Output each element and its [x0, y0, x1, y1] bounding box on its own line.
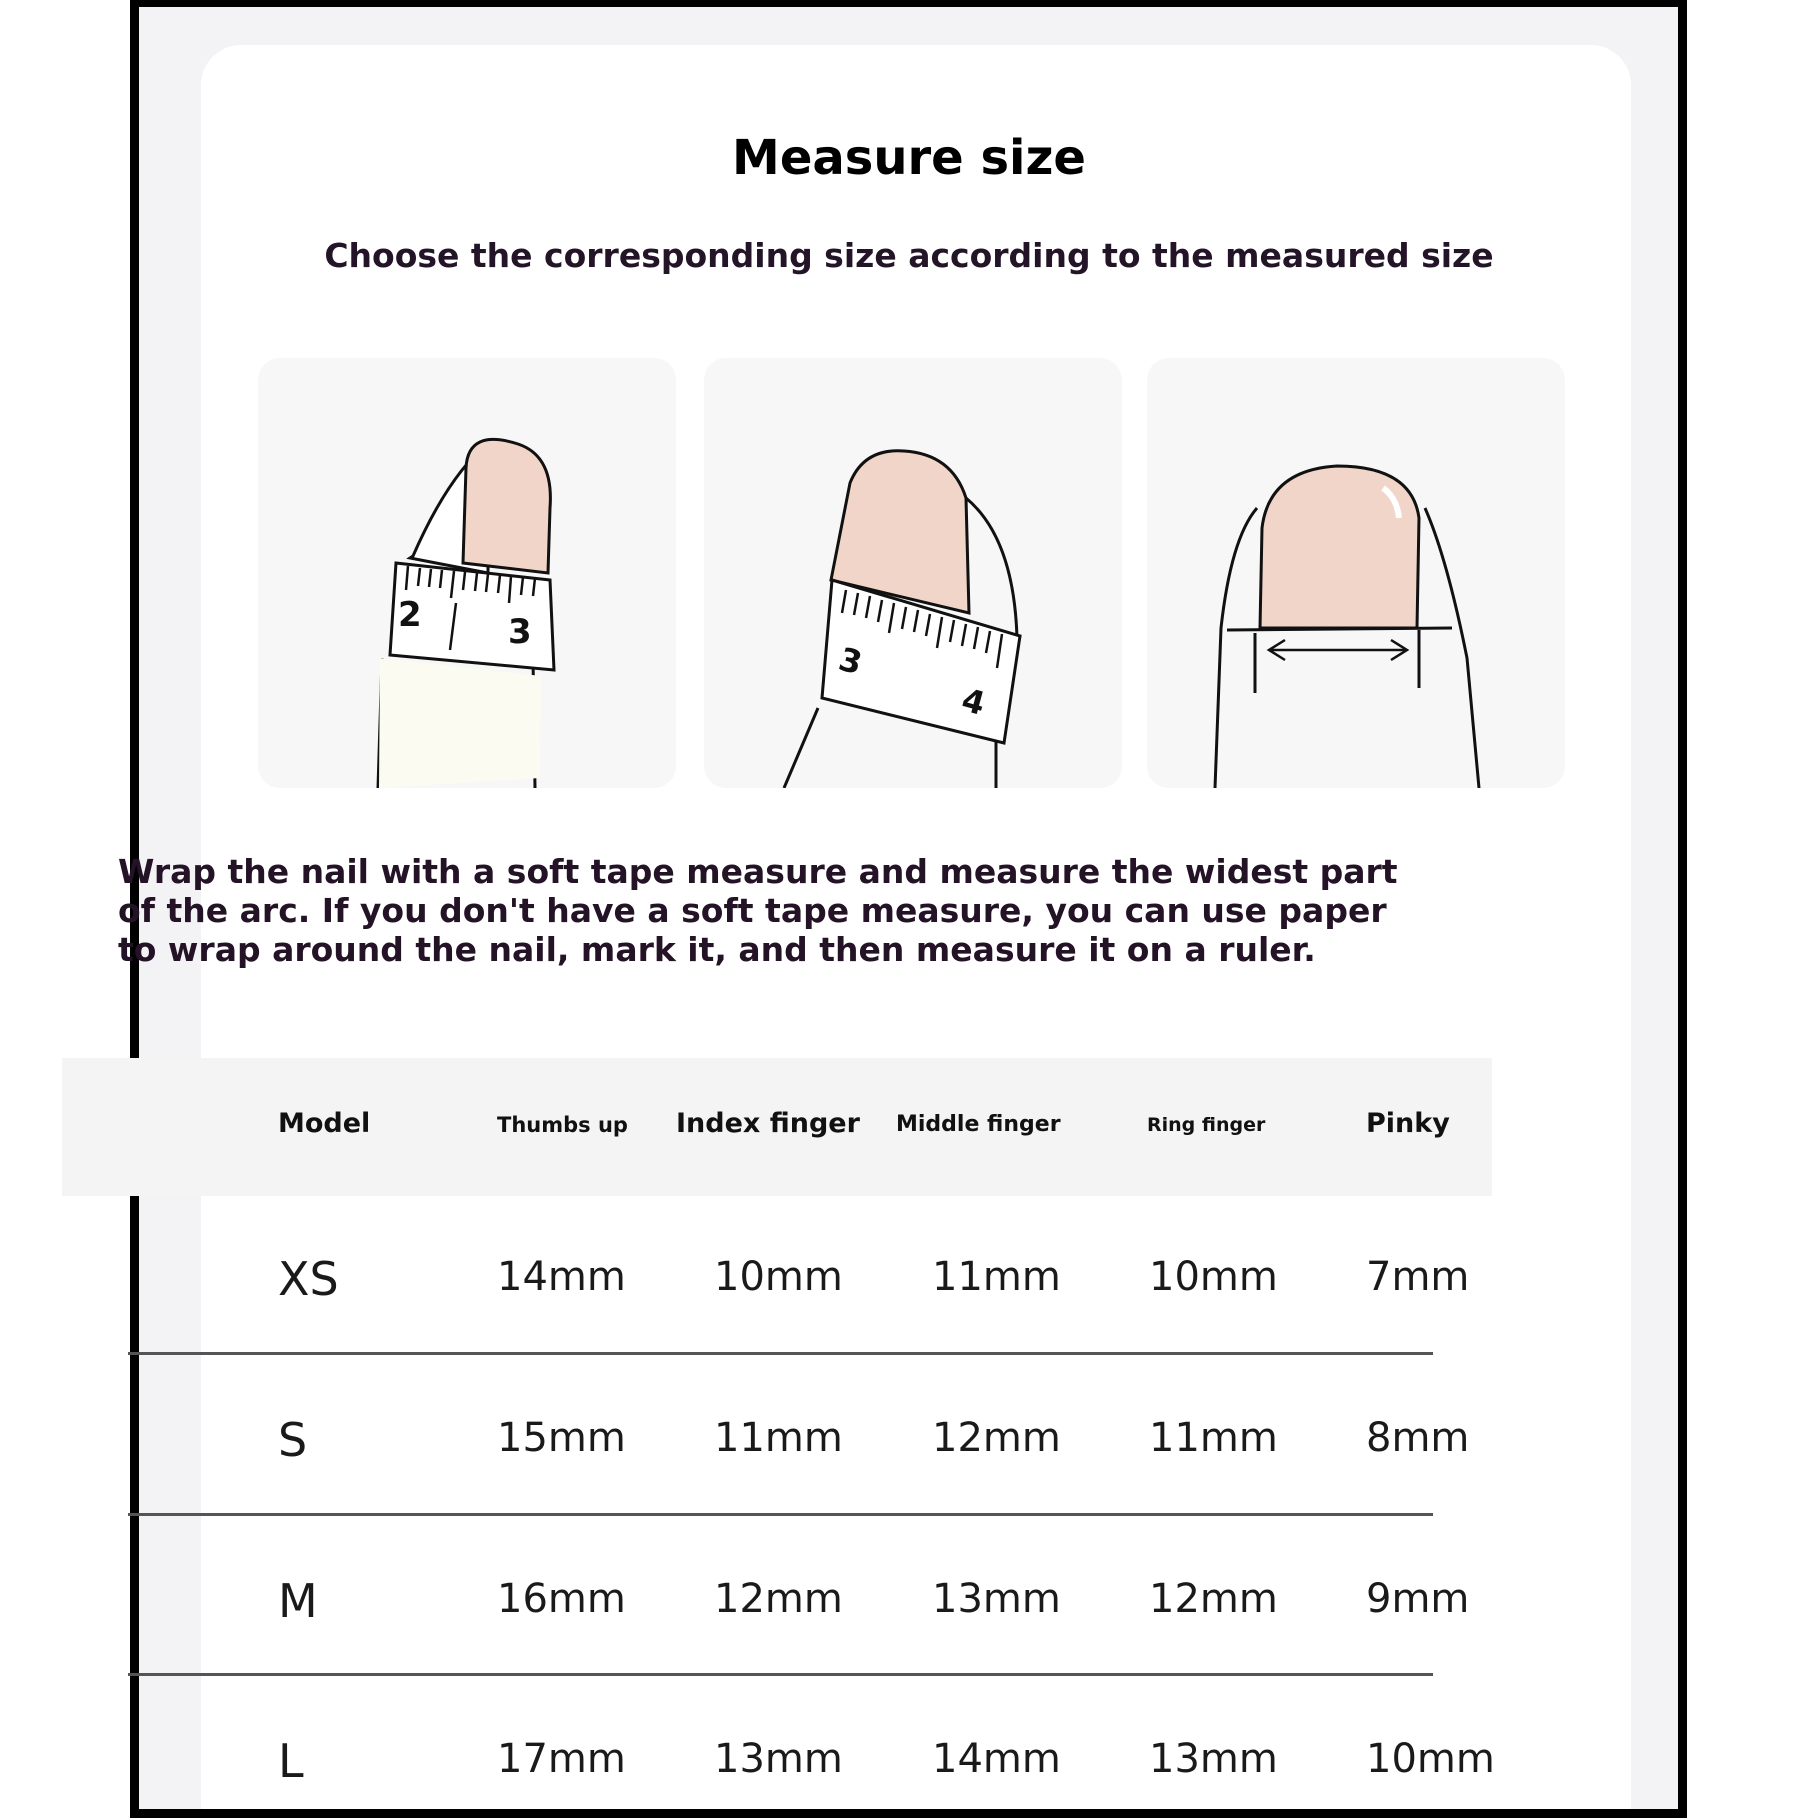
finger-tape-drawing-angled: [704, 358, 1122, 788]
row-divider: [128, 1673, 1433, 1676]
header-thumb: Thumbs up: [497, 1113, 628, 1137]
row-s-model: S: [278, 1413, 308, 1467]
row-m-thumb: 16mm: [497, 1576, 626, 1622]
row-m-pinky: 9mm: [1366, 1576, 1470, 1622]
row-xs-index: 10mm: [714, 1254, 843, 1300]
tape-number-2: 2: [398, 595, 422, 635]
row-divider: [128, 1352, 1433, 1355]
measurement-instructions: Wrap the nail with a soft tape measure and measure the widest part of the arc. If you don't have a soft tape measure, you can use paper to wrap around the nail, mark it, and then measure it on a ruler.: [118, 852, 1398, 969]
page-title: Measure size: [732, 130, 1086, 186]
tape-number-3b: 3: [834, 639, 867, 683]
row-l-pinky: 10mm: [1366, 1736, 1495, 1782]
header-pinky: Pinky: [1366, 1108, 1450, 1139]
row-l-model: L: [278, 1734, 304, 1788]
header-index: Index finger: [676, 1108, 860, 1139]
row-xs-ring: 10mm: [1149, 1254, 1278, 1300]
row-m-index: 12mm: [714, 1576, 843, 1622]
row-s-ring: 11mm: [1149, 1415, 1278, 1461]
row-m-ring: 12mm: [1149, 1576, 1278, 1622]
row-l-thumb: 17mm: [497, 1736, 626, 1782]
row-l-index: 13mm: [714, 1736, 843, 1782]
illustration-nail-width: [1147, 358, 1565, 788]
tape-number-3: 3: [508, 612, 532, 652]
row-m-model: M: [278, 1574, 318, 1628]
row-l-ring: 13mm: [1149, 1736, 1278, 1782]
header-middle: Middle finger: [896, 1112, 1061, 1137]
row-xs-thumb: 14mm: [497, 1254, 626, 1300]
row-xs-model: XS: [278, 1252, 339, 1306]
row-xs-middle: 11mm: [932, 1254, 1061, 1300]
row-s-index: 11mm: [714, 1415, 843, 1461]
finger-tape-drawing: [258, 358, 676, 788]
illustration-tape-angled: [704, 358, 1122, 788]
row-xs-pinky: 7mm: [1366, 1254, 1470, 1300]
row-s-pinky: 8mm: [1366, 1415, 1470, 1461]
tape-number-4: 4: [957, 680, 990, 724]
header-ring: Ring finger: [1147, 1114, 1266, 1136]
illustration-tape-side: [258, 358, 676, 788]
row-s-thumb: 15mm: [497, 1415, 626, 1461]
row-m-middle: 13mm: [932, 1576, 1061, 1622]
row-divider: [128, 1513, 1433, 1516]
page-subtitle: Choose the corresponding size according to the measured size: [324, 236, 1494, 275]
nail-width-drawing: [1147, 358, 1565, 788]
row-l-middle: 14mm: [932, 1736, 1061, 1782]
header-model: Model: [278, 1108, 371, 1139]
row-s-middle: 12mm: [932, 1415, 1061, 1461]
